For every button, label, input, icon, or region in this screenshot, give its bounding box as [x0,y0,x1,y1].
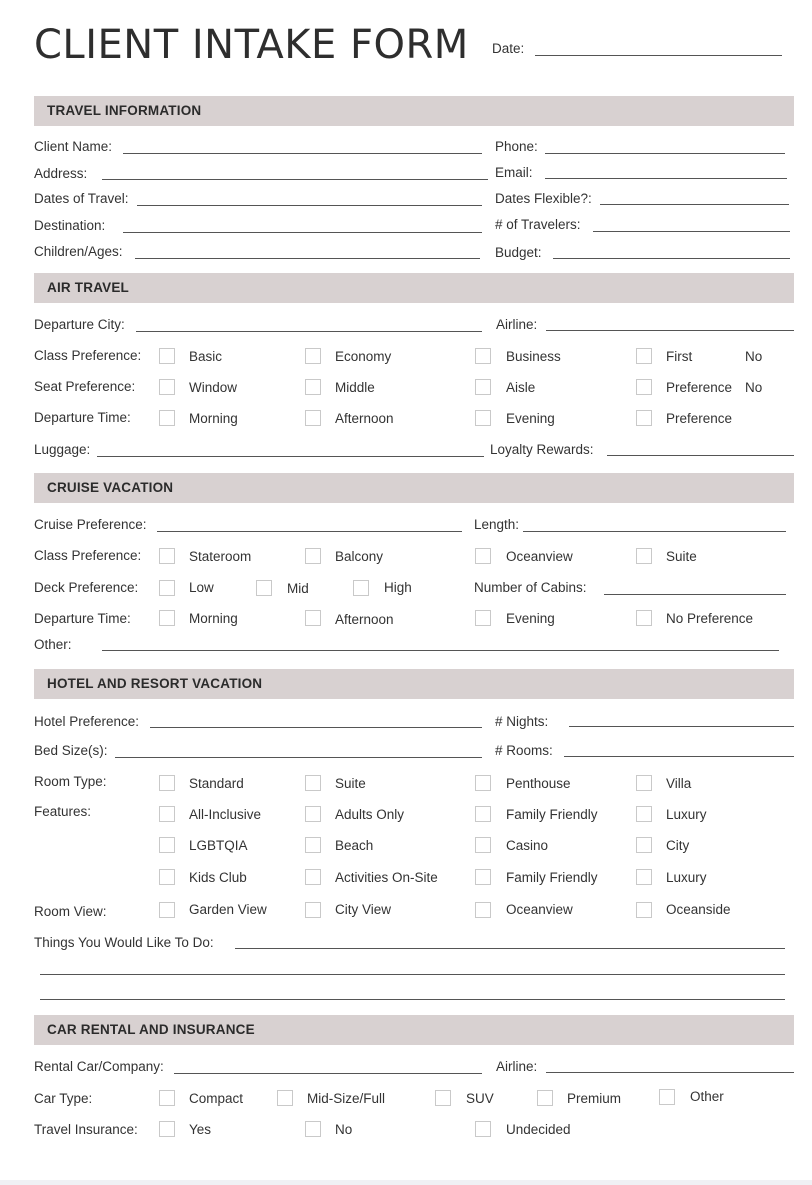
car-midsize-label: Mid-Size/Full [307,1091,386,1106]
page-bottom-edge [0,1180,812,1185]
feature-luxury-2-checkbox[interactable] [636,869,652,885]
insurance-undecided-checkbox[interactable] [475,1121,491,1137]
deck-low-label: Low [189,580,214,595]
length-field[interactable] [523,531,786,532]
date-field[interactable] [535,55,782,56]
budget-label: Budget: [495,245,542,260]
car-compact-checkbox[interactable] [159,1090,175,1106]
view-city-checkbox[interactable] [305,902,321,918]
travelers-field[interactable] [593,231,790,232]
room-standard-checkbox[interactable] [159,775,175,791]
loyalty-label: Loyalty Rewards: [490,442,594,457]
feature-city-checkbox[interactable] [636,837,652,853]
feature-city-label: City [666,838,690,853]
seat-preference-checkbox[interactable] [636,379,652,395]
cruise-evening-checkbox[interactable] [475,610,491,626]
cruise-oceanview-label: Oceanview [506,549,573,564]
luggage-label: Luggage: [34,442,91,457]
view-oceanside-label: Oceanside [666,902,731,917]
cruise-oceanview-checkbox[interactable] [475,548,491,564]
dates-of-travel-label: Dates of Travel: [34,191,129,206]
feature-all-inclusive-checkbox[interactable] [159,806,175,822]
cruise-departure-time-label: Departure Time: [34,611,131,626]
cruise-stateroom-checkbox[interactable] [159,548,175,564]
class-basic-checkbox[interactable] [159,348,175,364]
section-title: CRUISE VACATION [47,480,174,495]
departure-city-label: Departure City: [34,317,125,332]
car-midsize-checkbox[interactable] [277,1090,293,1106]
loyalty-field[interactable] [607,455,794,456]
class-basic-label: Basic [189,349,223,364]
deck-mid-checkbox[interactable] [256,580,272,596]
time-evening-checkbox[interactable] [475,410,491,426]
insurance-yes-checkbox[interactable] [159,1121,175,1137]
time-evening-label: Evening [506,411,555,426]
email-field[interactable] [545,178,787,179]
cruise-afternoon-label: Afternoon [335,612,394,627]
dates-of-travel-field[interactable] [137,205,482,206]
time-morning-label: Morning [189,411,238,426]
insurance-undecided-label: Undecided [506,1122,571,1137]
view-city-label: City View [335,902,392,917]
seat-window-checkbox[interactable] [159,379,175,395]
car-premium-label: Premium [567,1091,622,1106]
feature-kids-club-checkbox[interactable] [159,869,175,885]
client-name-field[interactable] [123,153,482,154]
class-economy-checkbox[interactable] [305,348,321,364]
travelers-label: # of Travelers: [495,217,581,232]
feature-luxury-2-label: Luxury [666,870,707,885]
feature-family-friendly-checkbox[interactable] [475,806,491,822]
car-compact-label: Compact [189,1091,244,1106]
car-airline-label: Airline: [496,1059,538,1074]
other-field[interactable] [102,650,779,651]
room-suite-label: Suite [335,776,366,791]
things-to-do-field[interactable] [235,948,785,949]
section-header-car [34,1015,794,1045]
departure-time-label: Departure Time: [34,410,131,425]
feature-activities-checkbox[interactable] [305,869,321,885]
time-preference-label: Preference [666,411,733,426]
room-penthouse-label: Penthouse [506,776,571,791]
other-label: Other: [34,637,72,652]
feature-luxury-label: Luxury [666,807,707,822]
rental-company-label: Rental Car/Company: [34,1059,164,1074]
cabins-label: Number of Cabins: [474,580,587,595]
hotel-preference-label: Hotel Preference: [34,714,140,729]
time-afternoon-label: Afternoon [335,411,394,426]
seat-window-label: Window [189,380,238,395]
feature-beach-checkbox[interactable] [305,837,321,853]
feature-luxury-checkbox[interactable] [636,806,652,822]
room-view-label: Room View: [34,904,107,919]
seat-preference-option-label: Preference [666,380,733,395]
insurance-no-checkbox[interactable] [305,1121,321,1137]
time-preference-checkbox[interactable] [636,410,652,426]
view-oceanview-checkbox[interactable] [475,902,491,918]
view-garden-label: Garden View [189,902,267,917]
view-oceanview-label: Oceanview [506,902,573,917]
class-first-label: First [666,349,693,364]
things-to-do-line-2[interactable] [40,974,785,975]
feature-all-inclusive-label: All-Inclusive [189,807,262,822]
seat-aisle-checkbox[interactable] [475,379,491,395]
things-to-do-label: Things You Would Like To Do: [34,935,214,950]
nights-field[interactable] [569,726,794,727]
airline-field[interactable] [546,330,794,331]
section-header-travel [34,96,794,126]
feature-adults-only-label: Adults Only [335,807,405,822]
deck-mid-label: Mid [287,581,309,596]
cabins-field[interactable] [604,594,786,595]
date-label: Date: [492,41,525,56]
bed-size-field[interactable] [115,757,482,758]
section-header-air [34,273,794,303]
class-business-checkbox[interactable] [475,348,491,364]
feature-adults-only-checkbox[interactable] [305,806,321,822]
section-title: AIR TRAVEL [47,280,129,295]
dates-flexible-label: Dates Flexible?: [495,191,592,206]
class-no-label: No [745,349,763,364]
feature-family-friendly-2-label: Family Friendly [506,870,598,885]
rooms-field[interactable] [564,756,794,757]
bed-size-label: Bed Size(s): [34,743,108,758]
deck-high-label: High [384,580,412,595]
seat-middle-label: Middle [335,380,375,395]
feature-family-friendly-2-checkbox[interactable] [475,869,491,885]
departure-city-field[interactable] [136,331,482,332]
cruise-suite-label: Suite [666,549,697,564]
cruise-evening-label: Evening [506,611,555,626]
feature-family-friendly-label: Family Friendly [506,807,598,822]
seat-preference-label: Seat Preference: [34,379,136,394]
view-garden-checkbox[interactable] [159,902,175,918]
cruise-afternoon-checkbox[interactable] [305,610,321,626]
luggage-field[interactable] [97,456,484,457]
phone-label: Phone: [495,139,538,154]
car-premium-checkbox[interactable] [537,1090,553,1106]
feature-activities-label: Activities On-Site [335,870,438,885]
feature-casino-checkbox[interactable] [475,837,491,853]
address-label: Address: [34,166,88,181]
insurance-yes-label: Yes [189,1122,212,1137]
section-title: TRAVEL INFORMATION [47,103,202,118]
destination-label: Destination: [34,218,106,233]
features-label: Features: [34,804,92,819]
phone-field[interactable] [545,153,785,154]
deck-preference-label: Deck Preference: [34,580,139,595]
insurance-no-label: No [335,1122,353,1137]
car-airline-field[interactable] [546,1072,794,1073]
time-morning-checkbox[interactable] [159,410,175,426]
class-preference-label: Class Preference: [34,348,142,363]
address-field[interactable] [102,179,488,180]
feature-kids-club-label: Kids Club [189,870,247,885]
destination-field[interactable] [123,232,482,233]
feature-beach-label: Beach [335,838,374,853]
rental-company-field[interactable] [174,1073,482,1074]
cruise-preference-label: Cruise Preference: [34,517,147,532]
cruise-morning-checkbox[interactable] [159,610,175,626]
section-title: HOTEL AND RESORT VACATION [47,676,263,691]
section-title: CAR RENTAL AND INSURANCE [47,1022,255,1037]
cruise-no-preference-checkbox[interactable] [636,610,652,626]
car-other-label: Other [690,1089,724,1104]
client-name-label: Client Name: [34,139,113,154]
class-business-label: Business [506,349,561,364]
room-villa-checkbox[interactable] [636,775,652,791]
cruise-class-label: Class Preference: [34,548,142,563]
email-label: Email: [495,165,533,180]
room-standard-label: Standard [189,776,244,791]
hotel-preference-field[interactable] [150,727,482,728]
car-other-checkbox[interactable] [659,1089,675,1105]
length-label: Length: [474,517,520,532]
deck-high-checkbox[interactable] [353,580,369,596]
budget-field[interactable] [553,258,790,259]
cruise-preference-field[interactable] [157,531,462,532]
seat-no-label: No [745,380,763,395]
cruise-morning-label: Morning [189,611,238,626]
room-penthouse-checkbox[interactable] [475,775,491,791]
car-suv-label: SUV [466,1091,494,1106]
cruise-no-preference-label: No Preference [666,611,754,626]
class-economy-label: Economy [335,349,392,364]
view-oceanside-checkbox[interactable] [636,902,652,918]
room-type-label: Room Type: [34,774,107,789]
travel-insurance-label: Travel Insurance: [34,1122,138,1137]
car-suv-checkbox[interactable] [435,1090,451,1106]
feature-lgbtqia-checkbox[interactable] [159,837,175,853]
room-suite-checkbox[interactable] [305,775,321,791]
rooms-label: # Rooms: [495,743,553,758]
room-villa-label: Villa [666,776,692,791]
cruise-balcony-label: Balcony [335,549,384,564]
seat-middle-checkbox[interactable] [305,379,321,395]
feature-lgbtqia-label: LGBTQIA [189,838,248,853]
time-afternoon-checkbox[interactable] [305,410,321,426]
cruise-balcony-checkbox[interactable] [305,548,321,564]
airline-label: Airline: [496,317,538,332]
dates-flexible-field[interactable] [600,204,789,205]
feature-casino-label: Casino [506,838,549,853]
class-first-checkbox[interactable] [636,348,652,364]
cruise-suite-checkbox[interactable] [636,548,652,564]
things-to-do-line-3[interactable] [40,999,785,1000]
section-header-hotel [34,669,794,699]
cruise-stateroom-label: Stateroom [189,549,252,564]
children-ages-label: Children/Ages: [34,244,123,259]
car-type-label: Car Type: [34,1091,93,1106]
nights-label: # Nights: [495,714,549,729]
children-ages-field[interactable] [135,258,480,259]
deck-low-checkbox[interactable] [159,580,175,596]
form-title: CLIENT INTAKE FORM [34,22,469,68]
seat-aisle-label: Aisle [506,380,536,395]
section-header-cruise [34,473,794,503]
